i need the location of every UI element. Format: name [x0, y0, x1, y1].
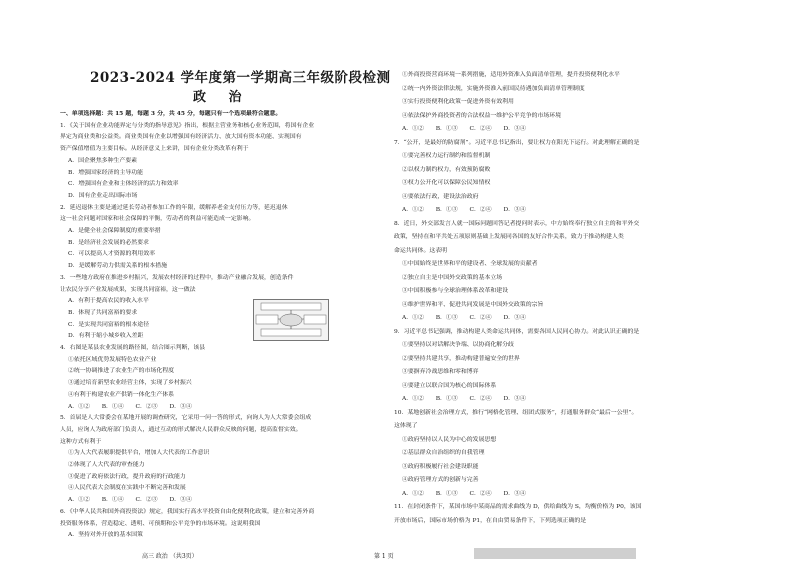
answer-option-line: ③政府积极履行社会建设职能	[402, 463, 479, 470]
answer-option-line: ④维护世界和平、促进共同发展是中国外交政策的宗旨	[402, 301, 544, 308]
question-stem-line: 10．某地创新社会治理方式，推行“网格化管理、组团式服务”，打通服务群众“最后一公里”。	[394, 409, 638, 416]
question-stem-line: 11．在封闭条件下，某国市场中某商品的需求曲线为 D，供给曲线为 S，均衡价格为 P0，该国	[394, 504, 642, 510]
answer-option-line: ②以权力制约权力，有效预防腐败	[402, 166, 491, 173]
answer-option-line: ④依法保护外商投资者的合法权益一维护公平竞争的市场环境	[402, 112, 562, 119]
question-stem-line: 界定为商业类和公益类。商业类国有企业以增强国有经济活力、放大国有资本功能、实现国有	[60, 134, 302, 141]
answer-option-line: ④要依法行政，建设法治政府	[402, 193, 479, 200]
answer-option-line: A．①② B．①③ C．②④ D．③④	[402, 126, 526, 132]
question-stem-line: 4．右图是某县农业发展的路径图，结合图示判断，该县	[60, 345, 206, 351]
question-stem-line: 1．《关于国有企业功能界定与分类的指导意见》指出，根据主营业务和核心业务范围，将国有企业	[60, 122, 315, 129]
answer-option-line: ①外商投资营商环境一系列措施，适用外资准入负面清单管理，提升投资便利化水平	[402, 72, 620, 78]
right-column	[394, 0, 750, 561]
page-number: 第 1 页	[374, 553, 394, 560]
question-stem-line: 投资服务体系，营造稳定、透明、可预期和公平竞争的市场环境。这说明我国	[60, 520, 261, 527]
section-heading: 一、单项选择题：共 15 题，每题 3 分，共 45 分，每题只有一个选项最符合题意。	[60, 110, 282, 117]
answer-option-line: C．可以提高人才资源的利用效率	[68, 251, 155, 258]
answer-option-line: ④有利于构建农业产供销一体化生产体系	[68, 391, 175, 398]
answer-option-line: ①中国始终是世界和平的建设者、全球发展的贡献者	[402, 261, 538, 267]
answer-option-line: A．①② B．①④ C．②③ D．③④	[68, 497, 192, 504]
answer-option-line: ②独立自主是中国外交政策的基本立场	[402, 274, 503, 281]
answer-option-line: A．有利于提高农民的收入水平	[68, 298, 149, 305]
answer-option-line: D．是缓解劳动力供需关系的根本措施	[68, 263, 167, 270]
question-stem-line: 这一社会问题对国家和社会保障的平衡，劳动者的利益可能造成一定影响。	[60, 216, 255, 223]
answer-option-line: C．是实现共同富裕的根本途径	[68, 321, 150, 328]
answer-option-line: B．是经济社会发展的必然要求	[68, 239, 149, 246]
answer-option-line: ③实行投资便利化政策一促进外资有效利用	[402, 99, 514, 105]
answer-option-line: A．①② B．①③ C．②④ D．③④	[402, 490, 526, 497]
answer-option-line: ②统一协调推进了农业生产的市场化程度	[68, 368, 175, 375]
question-stem-line: 命运共同体。这表明	[394, 247, 448, 254]
answer-option-line: A．①② B．①③ C．②④ D．③④	[402, 207, 526, 213]
gray-banner	[474, 548, 636, 559]
answer-option-line: B．增强国家经济的主导功能	[68, 169, 144, 176]
question-stem-line: 这种方式有利于	[60, 438, 102, 445]
answer-option-line: ②统一内外资法律法规，实施外资准入前国民待遇加负面清单管理制度	[402, 85, 585, 92]
question-stem-line: 人员，应询人为政府部门负责人，通过互动的形式解决人民群众反映的问题，提高监督实效。	[60, 426, 302, 433]
agriculture-path-diagram	[253, 299, 329, 341]
answer-option-line: ②要坚持共建共享，推动构建普遍安全的世界	[402, 355, 520, 362]
question-stem-line: 8．近日，外交部发言人就一国际问题回答记者提问时表示，中方始终奉行独立自主的和平外交	[394, 220, 640, 227]
answer-option-line: D．国有企业走出国际市场	[68, 192, 138, 199]
question-stem-line: 9．习近平总书记强调，推动构建人类命运共同体，需要各国人民同心协力。对此认识正确的是	[394, 328, 640, 335]
question-stem-line: 资产保值增值为主要目标。从经济意义上来讲，国有企业分类改革有利于	[60, 146, 249, 153]
answer-option-line: ①要完善权力运行制约和监督机制	[402, 153, 491, 159]
answer-option-line: ③权力公开化可以保障公民知情权	[402, 180, 491, 186]
question-stem-line: 3．一些地方政府在推进乡村振兴，发展农村经济的过程中，推动产业融合发展，创造条件	[60, 274, 294, 281]
answer-option-line: ①要坚持以对话解决争端、以协商化解分歧	[402, 342, 514, 348]
question-stem-line: 7．“公开，是最好的防腐剂”。习近平总书记指出，要让权力在阳光下运行。对此理解正确的是	[394, 139, 640, 146]
answer-option-line: B．体现了共同富裕的要求	[68, 309, 138, 316]
answer-option-line: A．国企聚焦多种生产要素	[68, 157, 138, 164]
question-stem-line: 2．延迟退休主要是通过延长劳动者参加工作的年限，缓解养老金支付压力等，延迟退休	[60, 204, 288, 211]
answer-option-line: C．增强国有企业和主体经济的活力和效率	[68, 181, 179, 188]
answer-option-line: A．坚持对外开放的基本国策	[68, 532, 143, 539]
answer-option-line: ③通过培育新型农业经营主体，实现了乡村振兴	[68, 380, 192, 387]
answer-option-line: ④人民代表大会制度在实践中不断完善和发展	[68, 485, 186, 492]
answer-option-line: ①依托区域优势发展特色农业产业	[68, 356, 157, 363]
question-stem-line: 开放市场后，国际市场价格为 P1，在自由贸易条件下，下列选项正确的是	[394, 517, 587, 524]
question-stem-line: 5．首届是人大常委会在某地开展的调查研究，它采用一问一答的形式，向询人为人大常委会组成	[60, 415, 312, 422]
subject-title: 政 治	[193, 90, 251, 105]
answer-option-line: A．①② B．①③ C．②④ D．③④	[402, 396, 526, 402]
answer-option-line: ①政府坚持以人民为中心的发展思想	[402, 436, 497, 443]
answer-option-line: ④要建立以联合国为核心的国际体系	[402, 382, 497, 389]
answer-option-line: D．有利于缩小城乡收入差距	[68, 333, 144, 340]
answer-option-line: ③中国积极参与全球治理体系改革和建设	[402, 288, 509, 294]
answer-option-line: ②体现了人大代表的审查能力	[68, 462, 145, 468]
answer-option-line: ①为人大代表履职提供平台，增加人大代表的工作意识	[68, 450, 210, 457]
answer-option-line: A．①② B．①④ C．②③ D．③④	[68, 403, 192, 410]
exam-title: 2023-2024 学年度第一学期高三年级阶段检测	[90, 70, 391, 86]
answer-option-line: ③促进了政府依法行政，提升政府的行政能力	[68, 473, 186, 480]
question-stem-line: 6．《中华人民共和国外商投资法》规定，我国实行高水平投资自由化便利化政策，建立和完善外商	[60, 508, 315, 515]
answer-option-line: A．①② B．①③ C．②④ D．③④	[402, 315, 526, 321]
answer-option-line: ②基层群众自治组织的自我管理	[402, 450, 485, 456]
answer-option-line: ④政府管理方式的创新与完善	[402, 477, 479, 483]
answer-option-line: A．是健全社会保障制度的重要举措	[68, 228, 161, 234]
question-stem-line: 这体现了	[394, 423, 418, 429]
answer-option-line: ③要摒弃冷战思维和零和博弈	[402, 369, 479, 375]
question-stem-line: 让农民分享产业发展成果，实现共同富裕，这一做法	[60, 286, 196, 293]
footer-left: 高三 政治 （共3页）	[142, 553, 198, 560]
question-stem-line: 政策，坚持在和平共处五项原则基础上发展同各国的友好合作关系，致力于推动构建人类	[394, 234, 624, 240]
